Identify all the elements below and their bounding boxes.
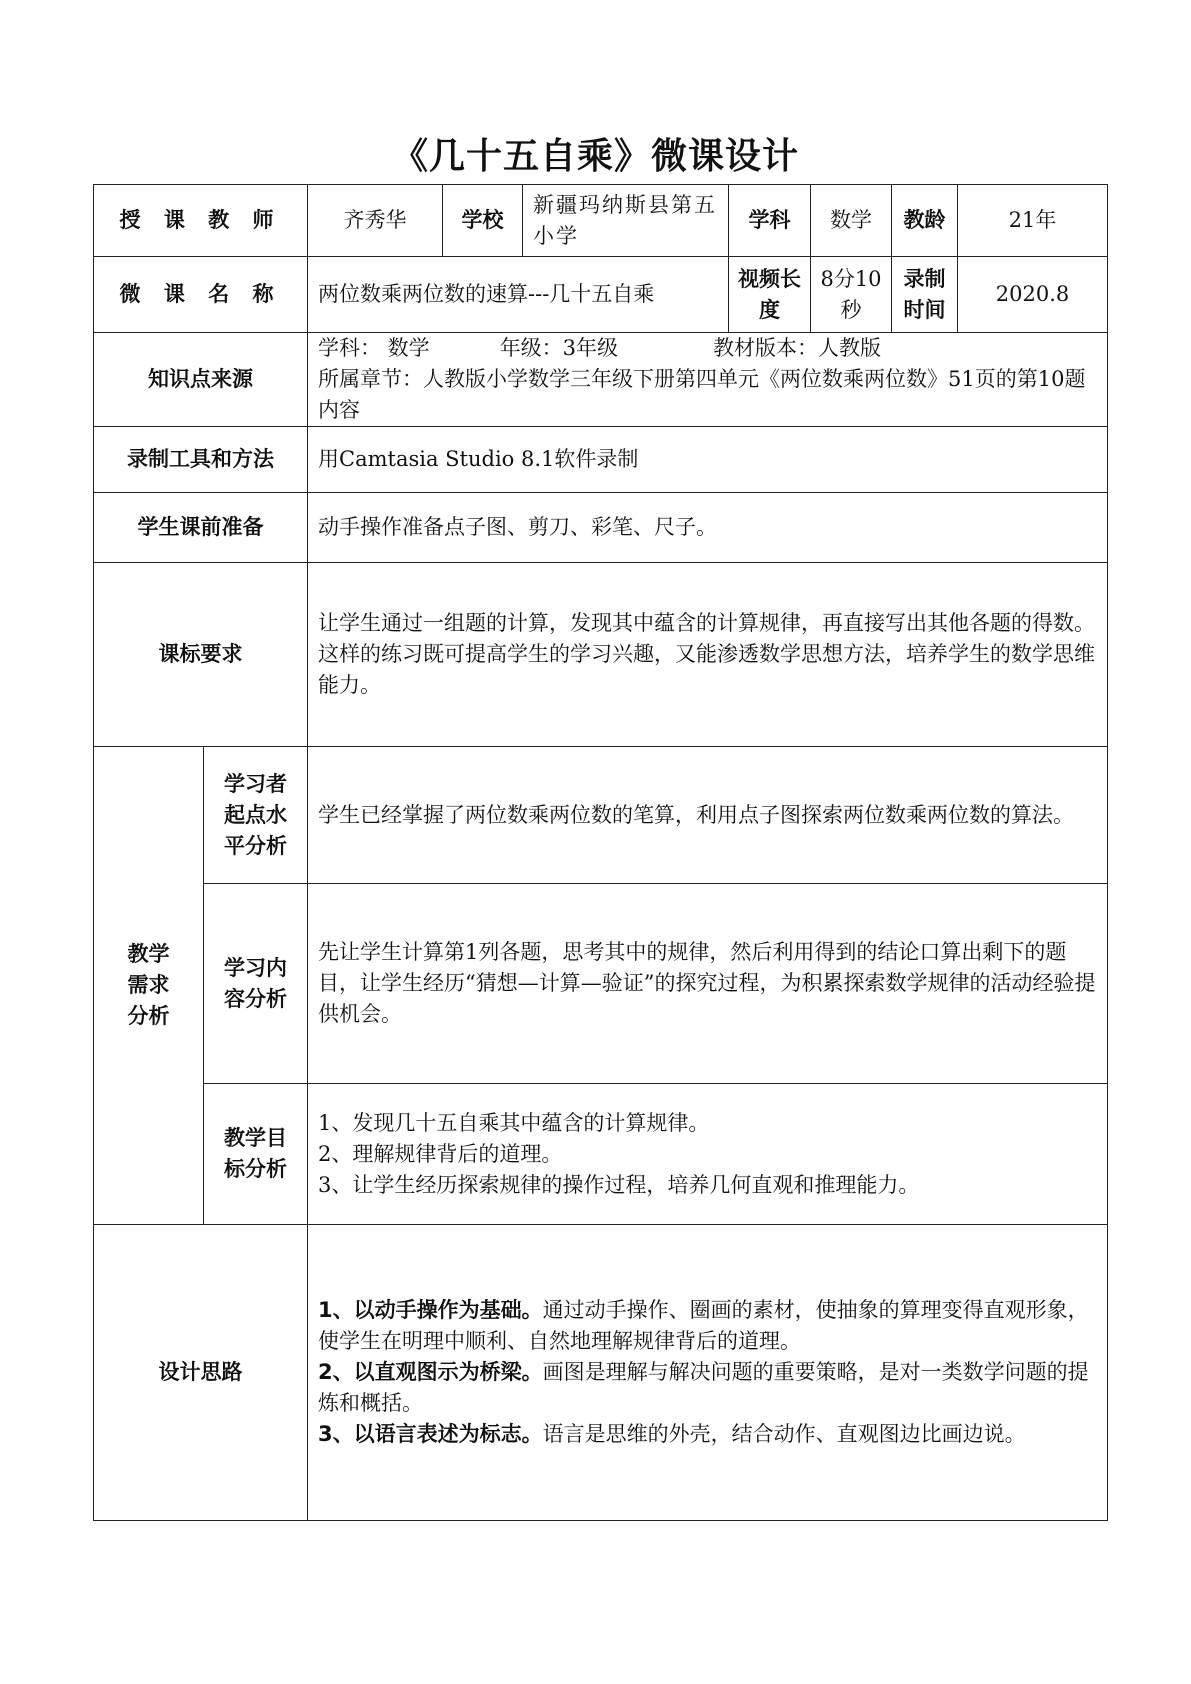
video-length-label: 视频长度 bbox=[729, 257, 811, 333]
prep-value: 动手操作准备点子图、剪刀、彩笔、尺子。 bbox=[308, 493, 1108, 563]
design-point-head: 1、以动手操作为基础。 bbox=[318, 1298, 543, 1322]
teaching-age-value: 21年 bbox=[958, 185, 1108, 257]
school-value: 新疆玛纳斯县第五小学 bbox=[523, 185, 729, 257]
learner-row bbox=[94, 747, 1108, 884]
goal-label bbox=[204, 1084, 308, 1225]
goal-label-text: 教学目标分析 bbox=[224, 1126, 287, 1181]
tools-value: 用Camtasia Studio 8.1软件录制 bbox=[308, 427, 1108, 493]
content-label bbox=[204, 884, 308, 1084]
prep-row bbox=[94, 493, 1108, 563]
teacher-value: 齐秀华 bbox=[308, 185, 443, 257]
course-row bbox=[94, 257, 1108, 333]
learner-value: 学生已经掌握了两位数乘两位数的笔算，利用点子图探索两位数乘两位数的算法。 bbox=[308, 747, 1108, 884]
source-content bbox=[308, 333, 1108, 427]
design-label: 设计思路 bbox=[94, 1225, 308, 1521]
learner-label bbox=[204, 747, 308, 884]
school-label: 学校 bbox=[443, 185, 523, 257]
needs-label-text: 教学需求分析 bbox=[127, 942, 170, 1028]
design-point-text: 画图是理解与解决问题的重要策略，是对一类数学问题的提炼和概括。 bbox=[318, 1360, 1089, 1415]
design-point bbox=[318, 1295, 1097, 1357]
course-name-label: 微 课 名 称 bbox=[94, 257, 308, 333]
source-subject: 学科： 数学 bbox=[318, 336, 430, 360]
tools-label: 录制工具和方法 bbox=[94, 427, 308, 493]
video-length-value: 8分10秒 bbox=[811, 257, 892, 333]
design-row bbox=[94, 1225, 1108, 1521]
design-point-text: 通过动手操作、圈画的素材，使抽象的算理变得直观形象，使学生在明理中顺利、自然地理解规律背后的道理。 bbox=[318, 1298, 1089, 1353]
teacher-label: 授 课 教 师 bbox=[94, 185, 308, 257]
learner-label-text: 学习者起点水平分析 bbox=[224, 771, 287, 858]
teacher-row bbox=[94, 185, 1108, 257]
teaching-age-label: 教龄 bbox=[892, 185, 958, 257]
standard-label: 课标要求 bbox=[94, 563, 308, 747]
design-point-text: 语言是思维的外壳，结合动作、直观图边比画边说。 bbox=[542, 1422, 1026, 1446]
design-point bbox=[318, 1419, 1097, 1450]
source-grade: 年级：3年级 bbox=[499, 336, 619, 360]
source-edition: 教材版本：人教版 bbox=[713, 336, 882, 360]
goal-row bbox=[94, 1084, 1108, 1225]
goal-list bbox=[308, 1084, 1108, 1225]
page-title: 《几十五自乘》微课设计 bbox=[391, 136, 799, 177]
goal-item: 3、让学生经历探索规律的操作过程，培养几何直观和推理能力。 bbox=[318, 1172, 920, 1197]
course-name-value: 两位数乘两位数的速算---几十五自乘 bbox=[308, 257, 729, 333]
design-point-head: 2、以直观图示为桥梁。 bbox=[318, 1360, 543, 1384]
content-label-text: 学习内容分析 bbox=[224, 955, 287, 1011]
goal-item: 2、理解规律背后的道理。 bbox=[318, 1141, 563, 1166]
standard-value: 让学生通过一组题的计算，发现其中蕴含的计算规律，再直接写出其他各题的得数。这样的练习既可提高学生的学习兴趣，又能渗透数学思想方法，培养学生的数学思维能力。 bbox=[308, 563, 1108, 747]
design-point bbox=[318, 1357, 1097, 1419]
design-content bbox=[308, 1225, 1108, 1521]
design-point-head: 3、以语言表述为标志。 bbox=[318, 1422, 543, 1446]
subject-value: 数学 bbox=[811, 185, 892, 257]
record-time-value: 2020.8 bbox=[958, 257, 1108, 333]
source-chapter: 所属章节：人教版小学数学三年级下册第四单元《两位数乘两位数》51页的第10题内容 bbox=[318, 367, 1086, 422]
source-row bbox=[94, 333, 1108, 427]
content-value: 先让学生计算第1列各题，思考其中的规律，然后利用得到的结论口算出剩下的题目，让学生经历“猜想—计算—验证”的探究过程，为积累探索数学规律的活动经验提供机会。 bbox=[308, 884, 1108, 1084]
source-meta-line bbox=[318, 333, 1097, 364]
prep-label: 学生课前准备 bbox=[94, 493, 308, 563]
standard-row bbox=[94, 563, 1108, 747]
lesson-design-table bbox=[93, 184, 1108, 1521]
goal-item: 1、发现几十五自乘其中蕴含的计算规律。 bbox=[318, 1110, 710, 1135]
subject-label: 学科 bbox=[729, 185, 811, 257]
record-time-label: 录制时间 bbox=[892, 257, 958, 333]
source-label: 知识点来源 bbox=[94, 333, 308, 427]
tools-row bbox=[94, 427, 1108, 493]
needs-label bbox=[94, 747, 204, 1225]
content-row bbox=[94, 884, 1108, 1084]
